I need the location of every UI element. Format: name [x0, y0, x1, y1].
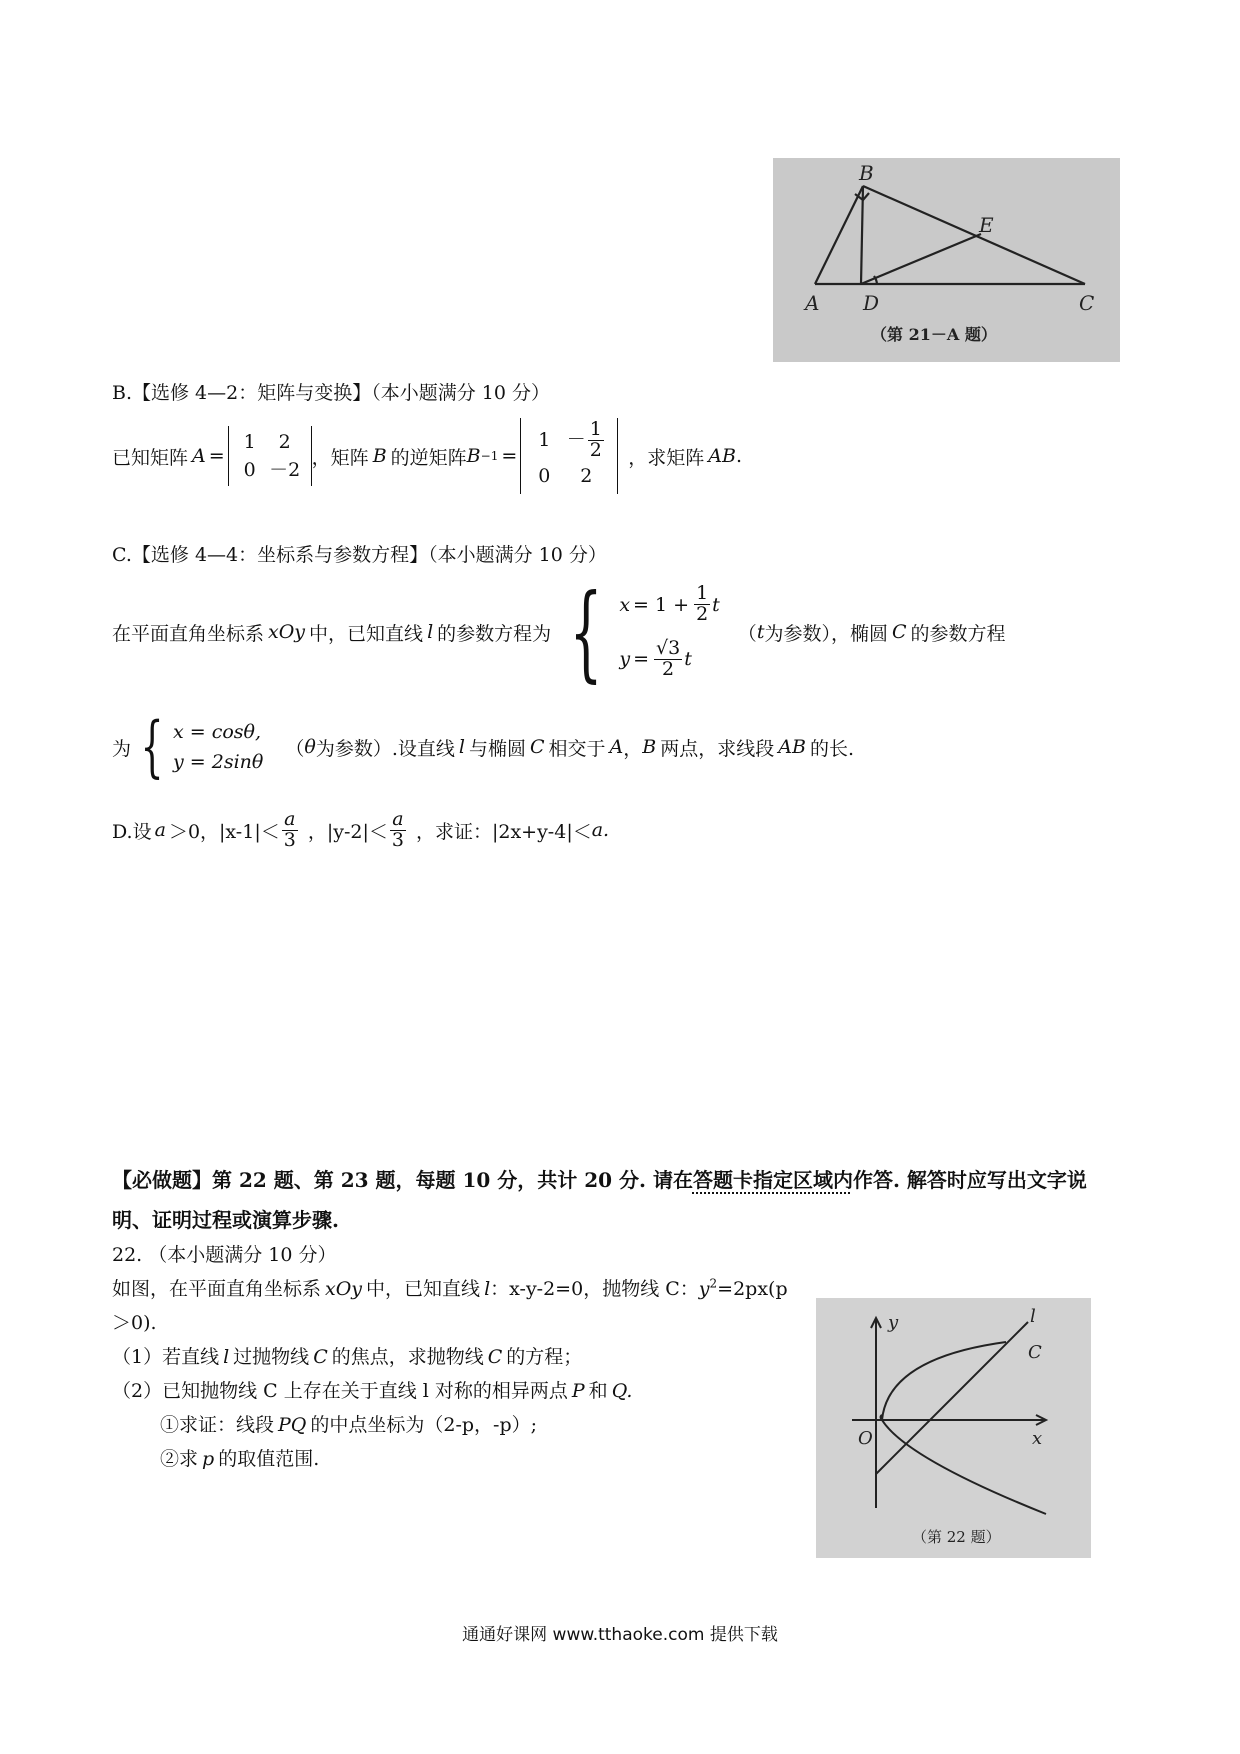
- text: ，求矩阵: [628, 446, 705, 469]
- required-instructions-line2: [112, 1204, 339, 1233]
- var: θ: [304, 736, 316, 758]
- text: ，求证：|2x+y-4|＜: [415, 820, 592, 843]
- fraction: [654, 639, 682, 680]
- var: p: [202, 1448, 215, 1470]
- section-c-line1: [112, 572, 1006, 692]
- matrix-a: [228, 426, 312, 486]
- paren: （: [285, 737, 305, 760]
- equation-stack: [173, 721, 263, 773]
- op: =: [633, 648, 649, 671]
- matrix-a-name: A: [192, 445, 206, 467]
- frac-den: 3: [391, 828, 404, 851]
- point-b: B: [642, 736, 657, 758]
- frac-den: 3: [283, 828, 296, 851]
- emphasized-text: 答题卡指定区域内: [692, 1168, 853, 1192]
- segment-pq: PQ: [278, 1414, 307, 1436]
- frac-den: 2: [662, 657, 675, 680]
- line-name: l: [223, 1346, 230, 1368]
- text: ＞0，|x-1|＜: [168, 820, 280, 843]
- point-p: P: [571, 1380, 585, 1402]
- label-d: D: [863, 291, 880, 315]
- text: 和: [588, 1380, 608, 1402]
- frac-den: 2: [589, 438, 602, 461]
- curve-name: C: [313, 1346, 328, 1368]
- triangle-diagram: [773, 158, 1120, 362]
- op: = 1 +: [633, 593, 690, 616]
- matrix-cell: 2: [278, 431, 291, 453]
- label-x: x: [1032, 1428, 1043, 1449]
- text: 两点，求线段: [660, 737, 775, 760]
- line-name: l: [427, 621, 434, 643]
- q22-line1: [112, 1274, 788, 1301]
- text: 明、证明过程或演算步骤.: [112, 1208, 339, 1232]
- var: t: [684, 648, 692, 671]
- text: ＞0).: [112, 1312, 157, 1334]
- question-number: 22. （本小题满分 10 分）: [112, 1244, 337, 1266]
- section-c-title: C.【选修 4—4：坐标系与参数方程】（本小题满分 10 分）: [112, 544, 607, 566]
- equation-x: x = cosθ,: [173, 721, 262, 743]
- bracket-label: 【必做题】: [112, 1168, 212, 1192]
- label-l: l: [1030, 1306, 1036, 1327]
- superscript: 2: [709, 1276, 718, 1291]
- text: ①求证：线段: [160, 1414, 275, 1436]
- text: ，矩阵: [311, 446, 369, 469]
- q22-part2: [112, 1376, 632, 1403]
- section-c-heading: [112, 540, 607, 567]
- q22-part2-ii: [160, 1444, 319, 1471]
- text: 的参数方程: [910, 622, 1006, 645]
- ellipse-name: C: [529, 736, 545, 758]
- section-b-problem: [112, 417, 743, 492]
- text: D.设: [112, 820, 152, 843]
- label-o: O: [858, 1428, 873, 1449]
- figure-caption: （第 21－A 题）: [871, 325, 997, 344]
- q22-part1: [112, 1342, 582, 1369]
- text: 为参数）.设直线: [315, 737, 455, 760]
- superscript: −1: [480, 449, 499, 463]
- var: y: [698, 1278, 710, 1300]
- fraction: [694, 584, 710, 625]
- text: 作答. 解答时应写出文字说: [852, 1168, 1087, 1192]
- var: y: [619, 648, 631, 671]
- text: ②求: [160, 1448, 199, 1470]
- equation-y: y = 2sinθ: [173, 751, 264, 773]
- figure-22: [816, 1298, 1091, 1558]
- matrix-cell-frac: [561, 417, 611, 461]
- matrix-ab: AB: [708, 445, 736, 467]
- matrix-b-inv: [520, 418, 618, 495]
- var: a.: [591, 819, 610, 841]
- text: 的取值范围.: [218, 1448, 320, 1470]
- equation-x: [619, 584, 719, 625]
- label-b: B: [859, 161, 874, 185]
- text: 中，已知直线: [309, 622, 424, 645]
- ellipse-equations: [131, 708, 264, 785]
- parabola-diagram: [816, 1298, 1091, 1558]
- point-q: Q.: [611, 1380, 633, 1402]
- text: 为: [112, 737, 132, 760]
- text: （2）已知抛物线 C 上存在关于直线 l 对称的相异两点: [112, 1380, 568, 1402]
- var: a: [154, 819, 166, 841]
- var: t: [712, 593, 720, 616]
- paren: （: [737, 622, 757, 645]
- text: 与椭圆: [468, 737, 526, 760]
- text: 的逆矩阵: [390, 446, 467, 469]
- required-instructions: [112, 1164, 1087, 1193]
- brace-icon: {: [140, 708, 164, 785]
- segment-ab: AB: [778, 736, 806, 758]
- section-d: [112, 798, 609, 862]
- param-equations: [553, 571, 720, 693]
- frac-num: √3: [655, 637, 681, 659]
- text: 中，已知直线: [366, 1278, 481, 1300]
- ellipse-name: C: [891, 621, 907, 643]
- equals: =: [501, 445, 518, 467]
- text: ，: [623, 737, 643, 760]
- point-a: A: [609, 736, 624, 758]
- text: 的方程；: [506, 1346, 583, 1368]
- text: 的长.: [809, 737, 854, 760]
- fraction: [282, 807, 298, 851]
- line-name: l: [484, 1278, 491, 1300]
- curve-name: C: [487, 1346, 503, 1368]
- matrix-b-inverse: B: [466, 445, 481, 467]
- text: ：x-y-2=0，抛物线 C：: [490, 1278, 699, 1300]
- brace-icon: {: [569, 571, 603, 693]
- period: .: [735, 445, 743, 467]
- text: 在平面直角坐标系: [112, 622, 265, 645]
- footer: [0, 1620, 1240, 1645]
- figure-21a: [773, 158, 1120, 362]
- label-e: E: [979, 213, 994, 237]
- text: 相交于: [548, 737, 606, 760]
- frac-den: 2: [696, 603, 709, 626]
- text: 如图，在平面直角坐标系: [112, 1278, 322, 1300]
- var: x: [619, 593, 631, 616]
- label-a: A: [805, 291, 820, 315]
- text: 过抛物线: [233, 1346, 310, 1368]
- matrix-cell: 1: [243, 431, 256, 453]
- text: 的焦点，求抛物线: [331, 1346, 484, 1368]
- figure-caption: （第 22 题）: [912, 1528, 1001, 1546]
- fraction: [588, 417, 604, 461]
- label-y: y: [888, 1312, 899, 1333]
- label-c: C: [1028, 1342, 1042, 1363]
- text: ，|y-2|＜: [307, 820, 388, 843]
- text: （1）若直线: [112, 1346, 220, 1368]
- coord-system: xOy: [325, 1278, 363, 1300]
- matrix-b-name: B: [372, 445, 387, 467]
- label-c: C: [1079, 291, 1095, 315]
- frac-num: a: [390, 810, 406, 831]
- frac-num: 1: [589, 417, 602, 440]
- footer-text: 通通好课网 www.tthaoke.com 提供下载: [462, 1625, 778, 1645]
- matrix-cell: －2: [269, 459, 301, 481]
- text: 的参数方程为: [437, 622, 552, 645]
- text: 为参数），椭圆: [764, 622, 888, 645]
- matrix-cell: 0: [243, 459, 256, 481]
- q22-line2: [112, 1308, 157, 1335]
- text: 第 22 题、第 23 题，每题 10 分，共计 20 分. 请在: [212, 1168, 693, 1192]
- matrix-cell: 1: [538, 429, 551, 451]
- coord-system: xOy: [268, 621, 306, 643]
- section-c-line2: [112, 708, 854, 785]
- frac-num: a: [282, 810, 298, 831]
- q22-part2-i: [160, 1410, 537, 1437]
- frac-num: 1: [696, 582, 709, 605]
- equation-stack: [619, 584, 719, 680]
- equation-y: [619, 639, 719, 680]
- minus-sign: －: [566, 428, 586, 450]
- var: t: [756, 621, 765, 643]
- matrix-cell: 2: [580, 465, 593, 488]
- line-name: l: [458, 736, 465, 758]
- q22-header: [112, 1240, 337, 1267]
- section-b-heading: [112, 378, 550, 405]
- section-b-title: B.【选修 4—2：矩阵与变换】（本小题满分 10 分）: [112, 382, 550, 404]
- equals: =: [208, 445, 225, 467]
- text: =2px(p: [717, 1278, 788, 1300]
- matrix-cell: 0: [538, 465, 551, 488]
- fraction: [390, 807, 406, 851]
- text: 的中点坐标为（2-p，-p）;: [310, 1414, 538, 1436]
- text: 已知矩阵: [112, 446, 189, 469]
